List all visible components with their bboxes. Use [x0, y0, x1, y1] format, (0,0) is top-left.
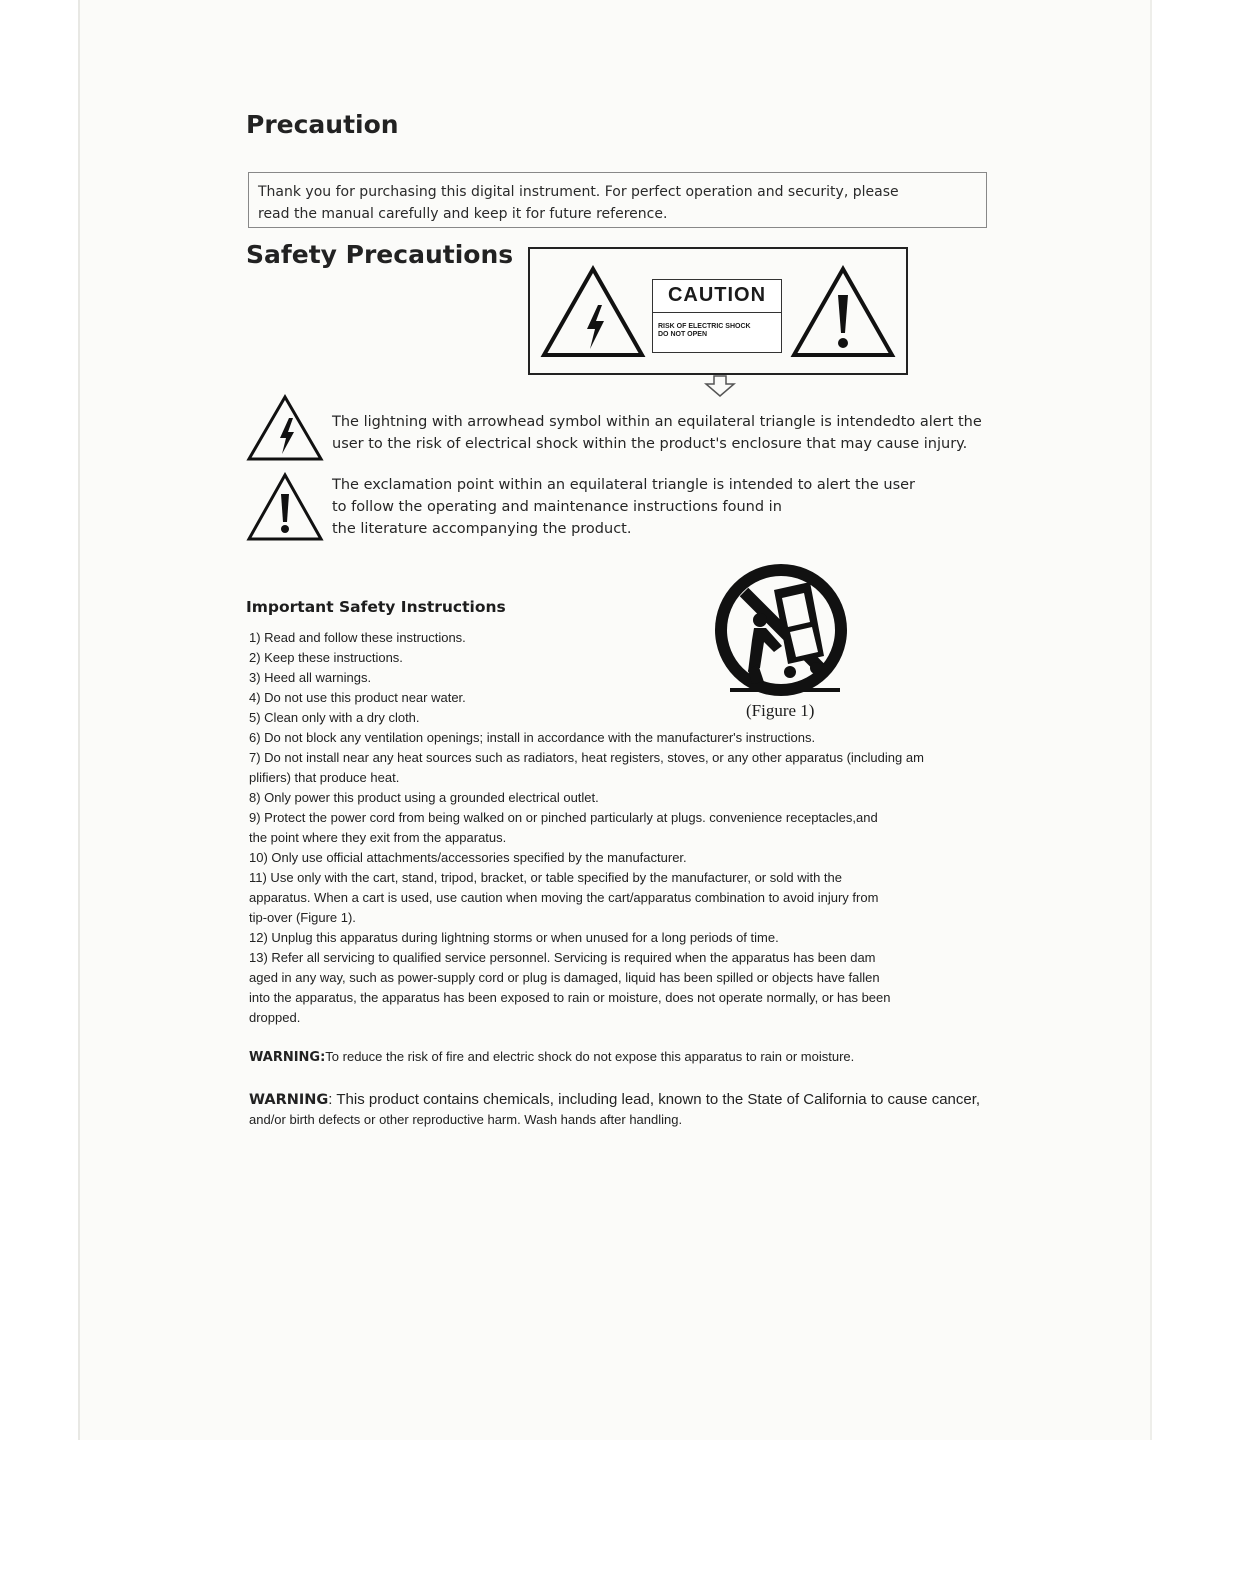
description-line: to follow the operating and maintenance instructions found in: [332, 499, 782, 515]
instruction-line: 9) Protect the power cord from being walked on or pinched particularly at plugs. convenience receptacles,and: [249, 810, 878, 825]
instruction-line: into the apparatus, the apparatus has been exposed to rain or moisture, does not operate normally, or has been: [249, 990, 891, 1005]
lightning-triangle-icon: [246, 394, 324, 462]
instruction-line: 3) Heed all warnings.: [249, 670, 372, 685]
caution-title: CAUTION: [653, 280, 781, 313]
warning-moisture: [249, 1047, 854, 1068]
warning-label: WARNING:: [249, 1050, 326, 1065]
instruction-line: aged in any way, such as power-supply cord or plug is damaged, liquid has been spilled or objects have fallen: [249, 970, 880, 985]
description-line: The lightning with arrowhead symbol within an equilateral triangle is intendedto alert the: [332, 414, 982, 430]
safety-heading: Safety Precautions: [246, 240, 514, 269]
intro-line-2: read the manual carefully and keep it for future reference.: [258, 206, 668, 222]
caution-subtext-line-1: RISK OF ELECTRIC SHOCK: [658, 323, 751, 330]
description-line: The exclamation point within an equilateral triangle is intended to alert the user: [332, 477, 916, 493]
lightning-triangle-icon: [540, 265, 646, 359]
page-title: Precaution: [246, 110, 399, 139]
instruction-line: 5) Clean only with a dry cloth.: [249, 710, 420, 725]
instruction-line: 7) Do not install near any heat sources such as radiators, heat registers, stoves, or any other apparatus (including am: [249, 750, 924, 765]
exclamation-triangle-icon: [246, 472, 324, 542]
caution-label: [652, 279, 782, 353]
instruction-line: apparatus. When a cart is used, use caution when moving the cart/apparatus combination to avoid injury from: [249, 890, 879, 905]
instruction-line: 8) Only power this product using a grounded electrical outlet.: [249, 790, 599, 805]
instruction-line: dropped.: [249, 1010, 301, 1025]
caution-graphic: [528, 247, 908, 375]
instructions-heading: Important Safety Instructions: [246, 598, 506, 616]
warning-text: : This product contains chemicals, including lead, known to the State of California to cause cancer,: [328, 1091, 981, 1108]
instruction-line: 6) Do not block any ventilation openings; install in accordance with the manufacturer's instructions.: [249, 730, 816, 745]
instruction-line: tip-over (Figure 1).: [249, 910, 356, 925]
instruction-line: 2) Keep these instructions.: [249, 650, 403, 665]
instruction-line: 10) Only use official attachments/accessories specified by the manufacturer.: [249, 850, 687, 865]
instruction-line: plifiers) that produce heat.: [249, 770, 400, 785]
instructions-list: [249, 628, 1089, 1028]
warning-line-1: [249, 1090, 1069, 1110]
caution-subtext-line-2: DO NOT OPEN: [658, 331, 708, 338]
instruction-line: 4) Do not use this product near water.: [249, 690, 466, 705]
down-arrow-icon: [702, 374, 738, 398]
instruction-line: 1) Read and follow these instructions.: [249, 630, 466, 645]
warning-line-2: and/or birth defects or other reproductive harm. Wash hands after handling.: [249, 1112, 683, 1127]
intro-notice-box: [248, 172, 987, 228]
instruction-line: the point where they exit from the apparatus.: [249, 830, 507, 845]
exclamation-triangle-icon: [790, 265, 896, 359]
instruction-line: 13) Refer all servicing to qualified service personnel. Servicing is required when the apparatus has been dam: [249, 950, 876, 965]
warning-text: To reduce the risk of fire and electric shock do not expose this apparatus to rain or moisture.: [325, 1049, 855, 1064]
intro-line-1: Thank you for purchasing this digital instrument. For perfect operation and security, please: [258, 184, 899, 200]
instruction-line: 11) Use only with the cart, stand, tripod, bracket, or table specified by the manufacturer, or sold with the: [249, 870, 843, 885]
instruction-line: 12) Unplug this apparatus during lightning storms or when unused for a long periods of time.: [249, 930, 779, 945]
description-line: user to the risk of electrical shock within the product's enclosure that may cause injury.: [332, 436, 968, 452]
exclamation-symbol-description: [332, 474, 915, 540]
description-line: the literature accompanying the product.: [332, 521, 632, 537]
figure-caption: (Figure 1): [746, 701, 815, 720]
caution-subtext: [653, 313, 781, 339]
lightning-symbol-description: [332, 411, 982, 455]
page-left-edge: [78, 0, 80, 1440]
page-right-edge: [1150, 0, 1152, 1440]
warning-label: WARNING: [249, 1092, 329, 1108]
warning-california: [249, 1090, 1069, 1130]
